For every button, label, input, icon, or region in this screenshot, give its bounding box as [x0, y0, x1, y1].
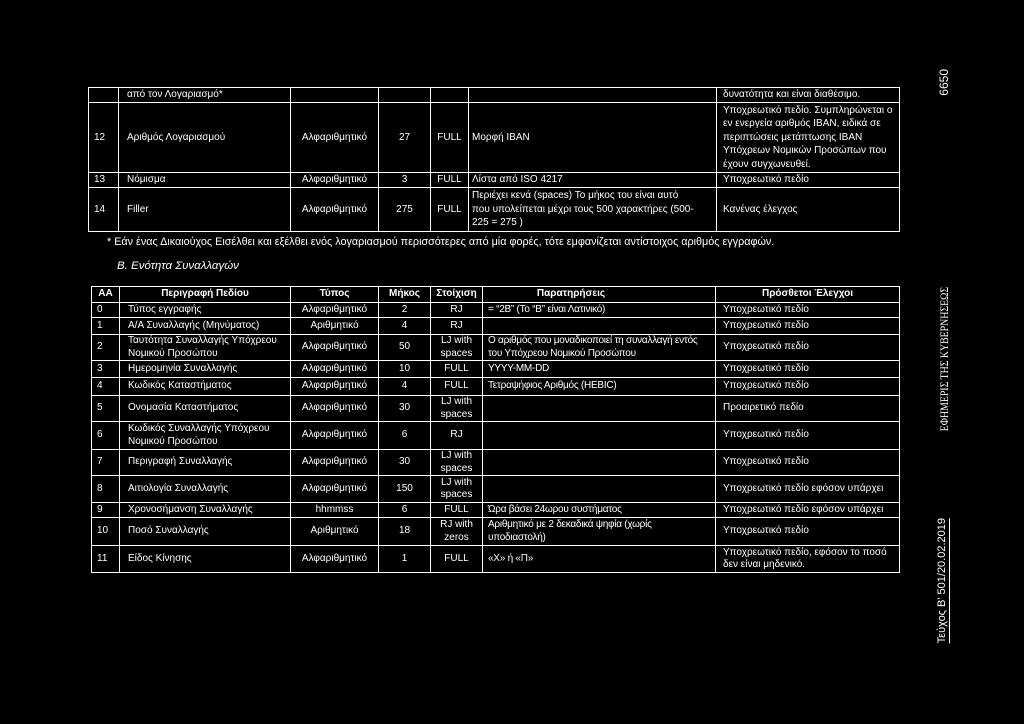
field-type-cell — [291, 88, 379, 103]
field-alignment-cell: LJ with spaces — [431, 396, 483, 422]
field-description-cell: Ποσό Συναλλαγής — [120, 518, 291, 546]
field-remarks-cell — [483, 318, 716, 335]
table-row — [92, 396, 900, 422]
field-length-cell: 6 — [379, 422, 431, 450]
field-number-cell: 0 — [92, 303, 120, 318]
field-checks-cell: Υποχρεωτικό πεδίο — [716, 335, 900, 361]
field-type-cell: Αλφαριθμητικό — [291, 378, 379, 396]
field-description-cell: Είδος Κίνησης — [120, 546, 291, 573]
field-number-cell: 9 — [92, 503, 120, 518]
field-description-cell: Αριθμός Λογαριασμού — [119, 103, 291, 173]
field-alignment-cell: LJ with spaces — [431, 335, 483, 361]
field-number-cell: 13 — [89, 173, 119, 188]
field-number-cell: 8 — [92, 476, 120, 503]
field-length-cell: 3 — [379, 173, 431, 188]
field-length-cell: 4 — [379, 378, 431, 396]
field-description-cell: Νόμισμα — [119, 173, 291, 188]
field-alignment-cell: FULL — [431, 103, 469, 173]
field-length-cell: 18 — [379, 518, 431, 546]
field-number-cell: 12 — [89, 103, 119, 173]
field-checks-cell: Υποχρεωτικό πεδίο εφόσον υπάρχει — [716, 476, 900, 503]
table-row — [89, 173, 900, 188]
table-row — [92, 378, 900, 396]
field-description-cell: Filler — [119, 188, 291, 232]
field-checks-cell: Υποχρεωτικό πεδίο — [716, 361, 900, 378]
field-number-cell: 4 — [92, 378, 120, 396]
field-description-cell: από τον Λογαριασμό* — [119, 88, 291, 103]
table-row — [89, 188, 900, 232]
field-alignment-cell: FULL — [431, 503, 483, 518]
field-remarks-cell: = “2B” (Το “B” είναι Λατινικό) — [483, 303, 716, 318]
field-alignment-cell: FULL — [431, 378, 483, 396]
field-number-cell: 5 — [92, 396, 120, 422]
field-description-cell: Ονομασία Καταστήματος — [120, 396, 291, 422]
header-remarks: Παρατηρήσεις — [483, 287, 716, 303]
field-description-cell: Τύπος εγγραφής — [120, 303, 291, 318]
header-type: Τύπος — [291, 287, 379, 303]
field-checks-cell: Υποχρεωτικό πεδίο εφόσον υπάρχει — [716, 503, 900, 518]
field-type-cell: Αλφαριθμητικό — [291, 303, 379, 318]
field-number-cell: 6 — [92, 422, 120, 450]
table-row — [92, 546, 900, 573]
field-alignment-cell: LJ with spaces — [431, 476, 483, 503]
header-checks: Πρόσθετοι Έλεγχοι — [716, 287, 900, 303]
header-description: Περιγραφή Πεδίου — [120, 287, 291, 303]
field-remarks-cell: «Χ» ή «Π» — [483, 546, 716, 573]
field-remarks-cell — [483, 422, 716, 450]
table-row — [89, 103, 900, 173]
field-remarks-cell: Λίστα από ISO 4217 — [469, 173, 717, 188]
field-type-cell: Αλφαριθμητικό — [291, 188, 379, 232]
field-description-cell: Περιγραφή Συναλλαγής — [120, 450, 291, 476]
field-number-cell: 10 — [92, 518, 120, 546]
field-length-cell — [379, 88, 431, 103]
field-alignment-cell — [431, 88, 469, 103]
field-number-cell: 14 — [89, 188, 119, 232]
field-remarks-cell: Μορφή IBAN — [469, 103, 717, 173]
field-type-cell: Αλφαριθμητικό — [291, 396, 379, 422]
field-checks-cell: δυνατότητα και είναι διαθέσιμο. — [717, 88, 900, 103]
field-alignment-cell: RJ — [431, 422, 483, 450]
field-remarks-cell: Τετραψήφιος Αριθμός (HEBIC) — [483, 378, 716, 396]
table-body — [92, 303, 900, 573]
table-row — [92, 361, 900, 378]
table-body — [89, 88, 900, 232]
field-remarks-cell: Ο αριθμός που μοναδικοποιεί τη συναλλαγή εντός του Υπόχρεου Νομικού Προσώπου — [483, 335, 716, 361]
footnote: * Εάν ένας Δικαιούχος Εισέλθει και εξέλθει ενός λογαριασμού περισσότερες από μία φορές, τότε εμφανίζεται αντίστοιχος αριθμός εγγραφών. — [107, 236, 775, 248]
field-description-cell: Κωδικός Καταστήματος — [120, 378, 291, 396]
field-length-cell: 6 — [379, 503, 431, 518]
field-length-cell: 27 — [379, 103, 431, 173]
field-checks-cell: Υποχρεωτικό πεδίο. Συμπληρώνεται ο εν ενεργεία αριθμός IBAN, ειδικά σε περιπτώσεις μετάπτωσης IBAN Υπόχρεων Νομικών Προσώπων που έχουν συγχωνευθεί. — [717, 103, 900, 173]
field-description-cell: Ημερομηνία Συναλλαγής — [120, 361, 291, 378]
field-alignment-cell: LJ with spaces — [431, 450, 483, 476]
section-title: Β. Ενότητα Συναλλαγών — [117, 260, 239, 272]
field-remarks-cell — [483, 396, 716, 422]
field-type-cell: Αλφαριθμητικό — [291, 546, 379, 573]
field-length-cell: 275 — [379, 188, 431, 232]
field-number-cell — [89, 88, 119, 103]
header-length: Μήκος — [379, 287, 431, 303]
field-number-cell: 1 — [92, 318, 120, 335]
field-checks-cell: Υποχρεωτικό πεδίο, εφόσον το ποσό δεν είναι μηδενικό. — [716, 546, 900, 573]
field-alignment-cell: FULL — [431, 173, 469, 188]
field-description-cell: Α/Α Συναλλαγής (Μηνύματος) — [120, 318, 291, 335]
field-number-cell: 3 — [92, 361, 120, 378]
field-remarks-cell: Περιέχει κενά (spaces) Το μήκος του είναι αυτό που υπολείπεται μέχρι τους 500 χαρακτήρες (500- 225 = 275 ) — [469, 188, 717, 232]
field-checks-cell: Υποχρεωτικό πεδίο — [716, 318, 900, 335]
field-number-cell: 2 — [92, 335, 120, 361]
field-remarks-cell — [483, 476, 716, 503]
field-remarks-cell: Αριθμητικό με 2 δεκαδικά ψηφία (χωρίς υποδιαστολή) — [483, 518, 716, 546]
field-type-cell: Αλφαριθμητικό — [291, 173, 379, 188]
page-number: 6650 — [937, 69, 951, 96]
table-row — [92, 303, 900, 318]
field-type-cell: Αλφαριθμητικό — [291, 422, 379, 450]
table-row — [92, 476, 900, 503]
field-type-cell: hhmmss — [291, 503, 379, 518]
field-length-cell: 4 — [379, 318, 431, 335]
transactions-fields-table — [91, 286, 900, 573]
field-alignment-cell: FULL — [431, 188, 469, 232]
field-alignment-cell: FULL — [431, 546, 483, 573]
field-checks-cell: Υποχρεωτικό πεδίο — [716, 450, 900, 476]
field-remarks-cell — [483, 450, 716, 476]
field-checks-cell: Κανένας έλεγχος — [717, 188, 900, 232]
field-checks-cell: Υποχρεωτικό πεδίο — [716, 422, 900, 450]
field-type-cell: Αλφαριθμητικό — [291, 103, 379, 173]
field-alignment-cell: RJ with zeros — [431, 518, 483, 546]
field-remarks-cell: YYYY-MM-DD — [483, 361, 716, 378]
issue-number: Τεύχος Β' 501/20.02.2019 — [936, 518, 948, 644]
field-checks-cell: Υποχρεωτικό πεδίο — [716, 378, 900, 396]
gazette-title: ΕΦΗΜΕΡΙΣ ΤΗΣ ΚΥΒΕΡΝΗΣΕΩΣ — [937, 286, 951, 432]
field-remarks-cell — [469, 88, 717, 103]
header-aa: ΑΑ — [92, 287, 120, 303]
field-type-cell: Αριθμητικό — [291, 518, 379, 546]
field-alignment-cell: RJ — [431, 303, 483, 318]
header-alignment: Στοίχιση — [431, 287, 483, 303]
field-description-cell: Ταυτότητα Συναλλαγής Υπόχρεου Νομικού Προσώπου — [120, 335, 291, 361]
field-length-cell: 150 — [379, 476, 431, 503]
field-type-cell: Αριθμητικό — [291, 318, 379, 335]
table-row — [92, 518, 900, 546]
field-length-cell: 1 — [379, 546, 431, 573]
field-checks-cell: Υποχρεωτικό πεδίο — [716, 518, 900, 546]
table-row — [92, 318, 900, 335]
account-fields-table — [88, 87, 900, 232]
field-length-cell: 30 — [379, 396, 431, 422]
field-length-cell: 2 — [379, 303, 431, 318]
field-description-cell: Κωδικός Συναλλαγής Υπόχρεου Νομικού Προσώπου — [120, 422, 291, 450]
field-length-cell: 10 — [379, 361, 431, 378]
field-alignment-cell: FULL — [431, 361, 483, 378]
table-row — [92, 422, 900, 450]
table-row — [92, 503, 900, 518]
field-type-cell: Αλφαριθμητικό — [291, 476, 379, 503]
field-number-cell: 7 — [92, 450, 120, 476]
field-remarks-cell: Ώρα βάσει 24ωρου συστήματος — [483, 503, 716, 518]
table-row — [92, 335, 900, 361]
field-length-cell: 30 — [379, 450, 431, 476]
table-row — [92, 450, 900, 476]
field-description-cell: Χρονοσήμανση Συναλλαγής — [120, 503, 291, 518]
field-type-cell: Αλφαριθμητικό — [291, 450, 379, 476]
field-type-cell: Αλφαριθμητικό — [291, 335, 379, 361]
field-type-cell: Αλφαριθμητικό — [291, 361, 379, 378]
field-checks-cell: Προαιρετικό πεδίο — [716, 396, 900, 422]
field-length-cell: 50 — [379, 335, 431, 361]
field-description-cell: Αιτιολογία Συναλλαγής — [120, 476, 291, 503]
table-header-row — [92, 287, 900, 303]
field-number-cell: 11 — [92, 546, 120, 573]
field-checks-cell: Υποχρεωτικό πεδίο — [717, 173, 900, 188]
table-row — [89, 88, 900, 103]
field-alignment-cell: RJ — [431, 318, 483, 335]
field-checks-cell: Υποχρεωτικό πεδίο — [716, 303, 900, 318]
